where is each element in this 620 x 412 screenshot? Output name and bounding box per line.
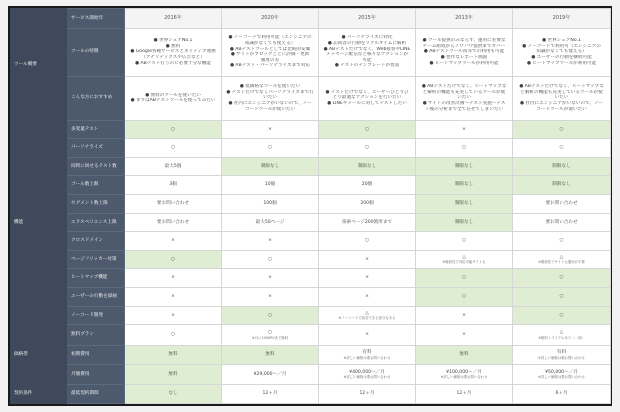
cell-value: 有料 (556, 349, 567, 355)
value-cell (222, 232, 319, 251)
cell-note: ※詳しい価格は要お問い合わせ (538, 355, 585, 360)
value-cell (513, 385, 611, 404)
table-row (11, 250, 611, 269)
text-line: チーム組成からノウハウ提供までカバー (422, 43, 506, 49)
table-row (11, 139, 611, 158)
cell-value: 要お問い合わせ (545, 200, 578, 206)
table-row (11, 76, 611, 120)
value-cell (125, 364, 222, 385)
value-cell (222, 385, 319, 404)
cell-value: 12ヶ月 (262, 391, 278, 397)
row-header: 多変量テスト (67, 120, 125, 139)
feature-text-cell (125, 28, 222, 76)
text-line: ● ABテストだけでなく、ヒートマップな (519, 84, 604, 90)
value-cell (513, 364, 611, 385)
value-cell (416, 269, 513, 288)
value-cell (222, 176, 319, 195)
text-line: ● サイトがブロックごとに評価・更新 (230, 52, 310, 58)
text-line: いたい (554, 95, 569, 101)
cell-value: × (268, 293, 272, 299)
column-header: 2013年 (416, 9, 513, 29)
cell-value: × (365, 275, 369, 281)
value-cell (222, 120, 319, 139)
row-header: ページフリッカー対策 (67, 250, 125, 269)
value-cell (125, 232, 222, 251)
text-line: ● 無料 (165, 43, 181, 49)
value-cell (319, 345, 416, 364)
group-label: 機能 (11, 120, 67, 325)
text-line: ● ABテストだけでなく、ヒートマップな (421, 84, 507, 90)
cell-value: × (171, 275, 175, 281)
text-line: ● ユーザーの行動を継続可能 (531, 55, 592, 61)
value-cell (319, 325, 416, 346)
cell-value: 有料 (362, 349, 372, 355)
cell-value: ○ (267, 312, 272, 318)
cell-value: × (462, 126, 466, 132)
value-cell (416, 250, 513, 269)
row-header: ヒートマップ機能 (67, 269, 125, 288)
cell-value: 無料 (168, 351, 178, 357)
feature-text-cell (319, 28, 416, 76)
value-cell (222, 213, 319, 232)
table-row (11, 345, 611, 364)
table-row (11, 287, 611, 306)
cell-value: 要お問い合わせ (156, 219, 190, 225)
cell-value: なし (168, 391, 178, 397)
value-cell (319, 306, 416, 325)
group-label: 価格帯 (11, 325, 67, 385)
row-header: クロスドメイン (67, 232, 125, 251)
value-cell (222, 306, 319, 325)
cell-value: ○ (170, 332, 175, 338)
text-line: ● 低価格なツールを使いたい (239, 84, 301, 90)
text-line: 知識がなくても使える） (244, 41, 296, 47)
cell-value: ○ (559, 238, 564, 244)
text-line: ● 豊作なレポート画面 (440, 55, 488, 61)
text-line: ● ABテストだけでなく、Web接客やLINE (323, 46, 411, 52)
cell-value: 要お問い合わせ (156, 200, 190, 206)
feature-text-cell (416, 28, 513, 76)
cell-value: 無料 (459, 351, 469, 357)
value-cell (319, 120, 416, 139)
cell-value: × (462, 312, 466, 318)
cell-value: 制限なし (552, 182, 571, 188)
text-line: ● ノーコードで利用可（エンジニアの (522, 43, 601, 49)
row-header: 月額費用 (67, 364, 125, 385)
table-row (11, 325, 611, 346)
cell-value: 制限なし (454, 200, 474, 206)
cell-value: ¥400,000～／月 (349, 369, 385, 375)
value-cell (222, 194, 319, 213)
text-line: コードツールが使いたい (536, 106, 587, 112)
column-header: 2015年 (319, 9, 416, 29)
value-cell (319, 385, 416, 404)
value-cell (125, 269, 222, 288)
text-line: いたい (457, 95, 471, 101)
column-header: 2016年 (125, 9, 222, 29)
text-line: ● ABテスト行うのに必要十分な機能 (135, 60, 211, 66)
cell-value: △ (559, 254, 564, 260)
cell-value: ○ (559, 293, 564, 299)
text-line: ● 世界シェアNo.1 (542, 38, 581, 44)
cell-value: 3個 (169, 182, 177, 188)
cell-note: ※詳しい価格は要お問い合わせ (440, 375, 488, 380)
value-cell (125, 194, 222, 213)
value-cell (513, 287, 611, 306)
cell-value: × (365, 293, 369, 299)
value-cell (513, 269, 611, 288)
cell-value: 無料 (265, 351, 275, 357)
value-cell (416, 176, 513, 195)
text-line: ● 社内にエンジニアがいないので、ノー (519, 101, 604, 106)
cell-value: × (365, 332, 369, 338)
value-cell (222, 139, 319, 158)
feature-text-cell (319, 76, 416, 120)
text-line: ● 無料のツールを使いたい (145, 92, 201, 98)
row-header: こんな方におすすめ (67, 76, 125, 120)
cell-value: 制限なし (260, 163, 280, 169)
value-cell (125, 176, 222, 195)
cell-value: ¥100,000～／月 (446, 369, 482, 375)
comparison-table (10, 8, 611, 404)
text-line: ● ヒートマップツールが利用可能 (429, 60, 499, 66)
table-row (11, 157, 611, 176)
value-cell (222, 364, 319, 385)
text-line: とり最適なアクションを行いたい (332, 95, 402, 101)
feature-text-cell (222, 76, 319, 120)
value-cell (513, 345, 611, 364)
text-line: ● 訪問者の行動をリアルタイムに解析 (327, 41, 407, 47)
column-header: 2020年 (222, 9, 319, 29)
value-cell (125, 139, 222, 158)
cell-value: 最大5個 (164, 163, 182, 169)
table-row (11, 306, 611, 325)
text-line: メッセージ配信など様々なアクションが (325, 52, 409, 58)
value-cell (222, 287, 319, 306)
cell-value: × (462, 332, 466, 338)
cell-value: △ (365, 310, 369, 316)
group-label: 契約条件 (11, 385, 67, 404)
value-cell (125, 287, 222, 306)
text-line: ● ヒートマップツールが利用可能 (526, 60, 597, 66)
cell-value: 制限なし (454, 182, 474, 188)
cell-value: × (171, 312, 175, 318)
text-line: ● 社内にエンジニアがいないので、ノー (228, 101, 312, 106)
cell-value: ○ (461, 275, 466, 281)
text-line: ● ツール提供のみならず、運用に必要な (422, 38, 506, 44)
value-cell (416, 139, 513, 158)
value-cell (125, 250, 222, 269)
text-line: いたい (263, 95, 277, 101)
value-cell (416, 364, 513, 385)
cell-value: ○ (364, 238, 369, 244)
text-line: ど解析の機能も充実しているツールが使 (520, 89, 603, 95)
text-line: ト後の分析まで全て任せてしまいたい (424, 106, 504, 112)
value-cell (125, 345, 222, 364)
cell-value: 12ヶ月 (456, 391, 472, 397)
table-row (11, 232, 611, 251)
cell-value: △ (559, 330, 564, 336)
table-row (11, 9, 611, 29)
value-cell (319, 157, 416, 176)
value-cell (222, 250, 319, 269)
table-row (11, 176, 611, 195)
cell-value: ○ (461, 238, 466, 244)
value-cell (513, 250, 611, 269)
value-cell (125, 120, 222, 139)
value-cell (125, 213, 222, 232)
cell-value: ○ (559, 126, 564, 132)
text-line: ● テストだけでなく、ユーザーひとりひ (325, 89, 409, 95)
row-header: エラスペリエンス上限 (67, 213, 125, 232)
value-cell (222, 157, 319, 176)
value-cell (513, 176, 611, 195)
value-cell (513, 232, 611, 251)
cell-value: 100個 (263, 200, 277, 206)
row-header: 最低契約期間 (67, 385, 125, 404)
cell-value: × (171, 238, 175, 244)
cell-note: ※詳しい価格は要お問い合わせ (343, 355, 391, 360)
value-cell (513, 213, 611, 232)
cell-value: 制限なし (454, 163, 474, 169)
value-cell (416, 306, 513, 325)
cell-note: ※月に1000PVまで無料 (251, 335, 289, 340)
value-cell (319, 269, 416, 288)
cell-value: × (268, 126, 272, 132)
cell-value: ○ (461, 145, 466, 151)
feature-text-cell (416, 76, 513, 120)
value-cell (319, 364, 416, 385)
value-cell (125, 325, 222, 346)
value-cell (319, 194, 416, 213)
feature-text-cell (222, 28, 319, 76)
row-header: ユーザーの行動を録画 (67, 287, 125, 306)
value-cell (513, 194, 611, 213)
cell-value: × (365, 256, 369, 262)
table-row (11, 194, 611, 213)
value-cell (222, 345, 319, 364)
value-cell (319, 176, 416, 195)
cell-value: 無料 (168, 371, 178, 377)
cell-value: ○ (267, 145, 272, 151)
cell-note: ※親和性でサイトも運用が不要 (538, 260, 585, 265)
value-cell (513, 120, 611, 139)
cell-note: ※親和性で対応可能サイトも (442, 260, 486, 265)
text-line: 可能 (362, 57, 372, 63)
row-header: ゴール数上限 (67, 176, 125, 195)
value-cell (319, 139, 416, 158)
group-label: ツール概要 (11, 9, 67, 121)
value-cell (125, 157, 222, 176)
cell-value: ○ (267, 256, 272, 262)
column-header: 2019年 (513, 9, 611, 29)
cell-note: ※詳しい価格は要お問い合わせ (343, 375, 391, 380)
feature-text-cell (125, 76, 222, 120)
value-cell (319, 287, 416, 306)
cell-value: 10個 (264, 182, 276, 188)
cell-value: ○ (170, 126, 175, 132)
text-line: 頻度の差 (260, 57, 280, 63)
cell-value: 制限なし (357, 163, 377, 169)
table-row (11, 385, 611, 404)
text-line: （アナリティクスや広告など） (141, 55, 205, 61)
cell-value: × (268, 275, 272, 281)
text-line: ● 世界シェアNo.1 (153, 38, 193, 44)
text-line: 知識がなくても使える） (536, 49, 587, 55)
cell-value: 最大50ページ (255, 219, 285, 225)
text-line: ● ノーコードで利用可能（エンジニアの (228, 35, 312, 41)
text-line: ● LINEやメールに対してテストしたい (327, 101, 407, 106)
cell-value: ○ (170, 256, 175, 262)
text-line: ● まずはABテストツールを使ってみたい (130, 98, 216, 104)
table-row (11, 28, 611, 76)
value-cell (416, 157, 513, 176)
value-cell (416, 120, 513, 139)
cell-value: 6ヶ月 (555, 391, 568, 397)
table-row (11, 213, 611, 232)
value-cell (416, 287, 513, 306)
feature-text-cell (513, 28, 611, 76)
value-cell (416, 385, 513, 404)
row-header: サービス開始年 (67, 9, 125, 29)
cell-value: 制限なし (454, 219, 474, 225)
comparison-table-frame (8, 6, 612, 406)
value-cell (513, 157, 611, 176)
cell-value: ○ (461, 293, 466, 299)
value-cell (319, 213, 416, 232)
value-cell (319, 232, 416, 251)
cell-value: 12ヶ月 (359, 391, 375, 397)
cell-value: ○ (559, 145, 564, 151)
feature-text-cell (513, 76, 611, 120)
text-line: ● ABテストツールとしては比較的安価 (229, 46, 311, 52)
value-cell (513, 306, 611, 325)
text-line: ど解析の機能も充実しているツールが使 (422, 89, 506, 95)
cell-value: ○ (267, 330, 272, 336)
value-cell (125, 385, 222, 404)
value-cell (416, 325, 513, 346)
value-cell (416, 213, 513, 232)
cell-value: 200個 (360, 200, 374, 206)
value-cell (513, 139, 611, 158)
value-cell (416, 232, 513, 251)
table-row (11, 364, 611, 385)
row-header: パーソナライズ (67, 139, 125, 158)
value-cell (319, 250, 416, 269)
cell-value: △ (462, 254, 466, 260)
row-header: 同時に回せるテスト数 (67, 157, 125, 176)
cell-value: × (171, 293, 175, 299)
text-line: コードツールが使いたい (244, 106, 296, 112)
cell-value: ○ (559, 312, 564, 318)
row-header: ノーコード開発 (67, 306, 125, 325)
value-cell (513, 325, 611, 346)
text-line: ● Google各種サービスとネイティブ連携 (130, 49, 216, 55)
cell-value: 探索ページ200箇所まで (341, 219, 393, 225)
cell-value: ¥29,000～／月 (253, 371, 287, 377)
cell-value: 要お問い合わせ (545, 219, 578, 225)
row-header: セグメント数上限 (67, 194, 125, 213)
row-header: 初期費用 (67, 345, 125, 364)
cell-value: × (268, 238, 272, 244)
row-header: 無料プラン (67, 325, 125, 346)
cell-value: ○ (364, 126, 369, 132)
text-line: ● テストだけでなくパーソナライズまで行 (226, 89, 314, 95)
cell-value: ○ (559, 275, 564, 281)
row-header: ツールの特徴 (67, 28, 125, 76)
cell-value: ○ (170, 145, 175, 151)
text-line: ● ABテストツール同等での利用も可能 (423, 49, 505, 55)
text-line: ● パーソナライズに特化 (341, 35, 393, 41)
cell-note: ※ノーコードで改変できる部分もある (338, 316, 396, 321)
value-cell (416, 194, 513, 213)
cell-value: ¥50,000～／月 (545, 369, 578, 375)
value-cell (416, 345, 513, 364)
text-line: ● サイトの改善計画～テスト実施～テス (422, 101, 506, 106)
table-row (11, 120, 611, 139)
value-cell (222, 325, 319, 346)
cell-value: ○ (364, 145, 369, 151)
text-line: ● ABテスト・パーソナライズまで対応 (229, 63, 311, 69)
cell-value: 制限なし (552, 163, 571, 169)
cell-note: ※詳しい価格は要お問い合わせ (538, 375, 585, 380)
value-cell (125, 306, 222, 325)
cell-value: 20個 (361, 182, 373, 188)
value-cell (222, 269, 319, 288)
table-row (11, 269, 611, 288)
cell-note: ※無料トライアルあり（一部） (538, 335, 585, 340)
text-line: ● テストのテンプレートが豊富 (334, 63, 400, 69)
